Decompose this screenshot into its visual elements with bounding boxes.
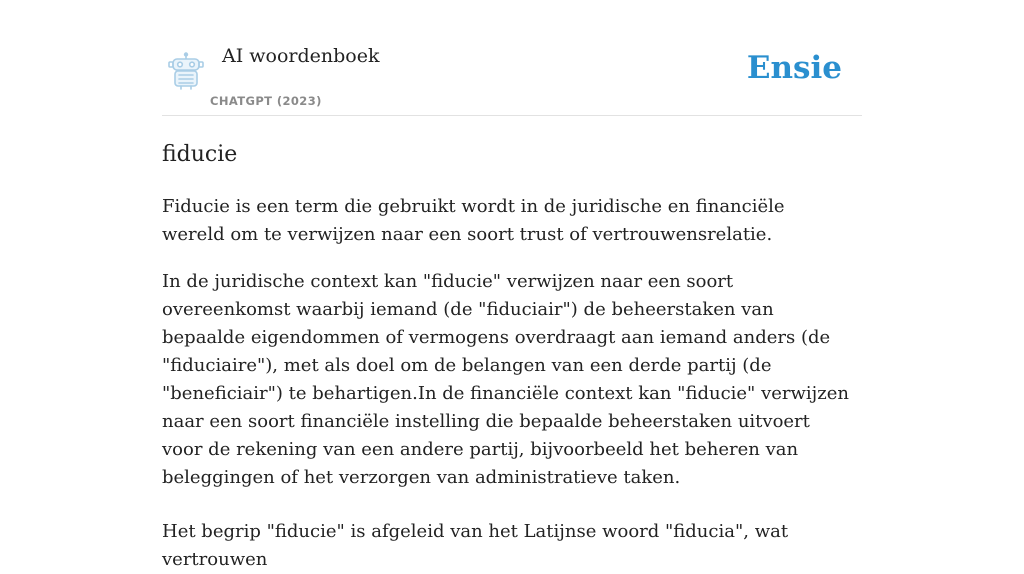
page [162,0,862,574]
brand-logo[interactable]: Ensie [746,50,842,86]
definition-paragraph-3: Het begrip "fiducie" is afgeleid van het Latijnse woord "fiducia", wat vertrouwen [162,521,789,570]
term-title: fiducie [162,142,238,167]
header [162,0,862,116]
definition-paragraph-1: Fiducie is een term die gebruikt wordt in de juridische en financiële wereld om te verwijzen naar een soort trust of vertrouwensrelatie. [162,196,785,245]
definition-paragraph-2: In de juridische context kan "fiducie" verwijzen naar een soort overeenkomst waarbij iemand (de "fiduciair") de beheerstaken van bepaalde eigendommen of vermogens overdraagt aan iemand anders (de "fiduciaire"), met als doel om de belangen van een derde partij (de "beneficiair") te behartigen.In de financiële context kan "fiducie" verwijzen naar een soort financiële instelling die bepaalde beheerstaken uitvoert voor de rekening van een andere partij, bijvoorbeeld het beheren van beleggingen of het verzorgen van administratieve taken. [162,271,849,488]
robot-icon [166,52,206,90]
source-label: CHATGPT (2023) [210,94,322,108]
site-title[interactable]: AI woordenboek [222,45,380,67]
